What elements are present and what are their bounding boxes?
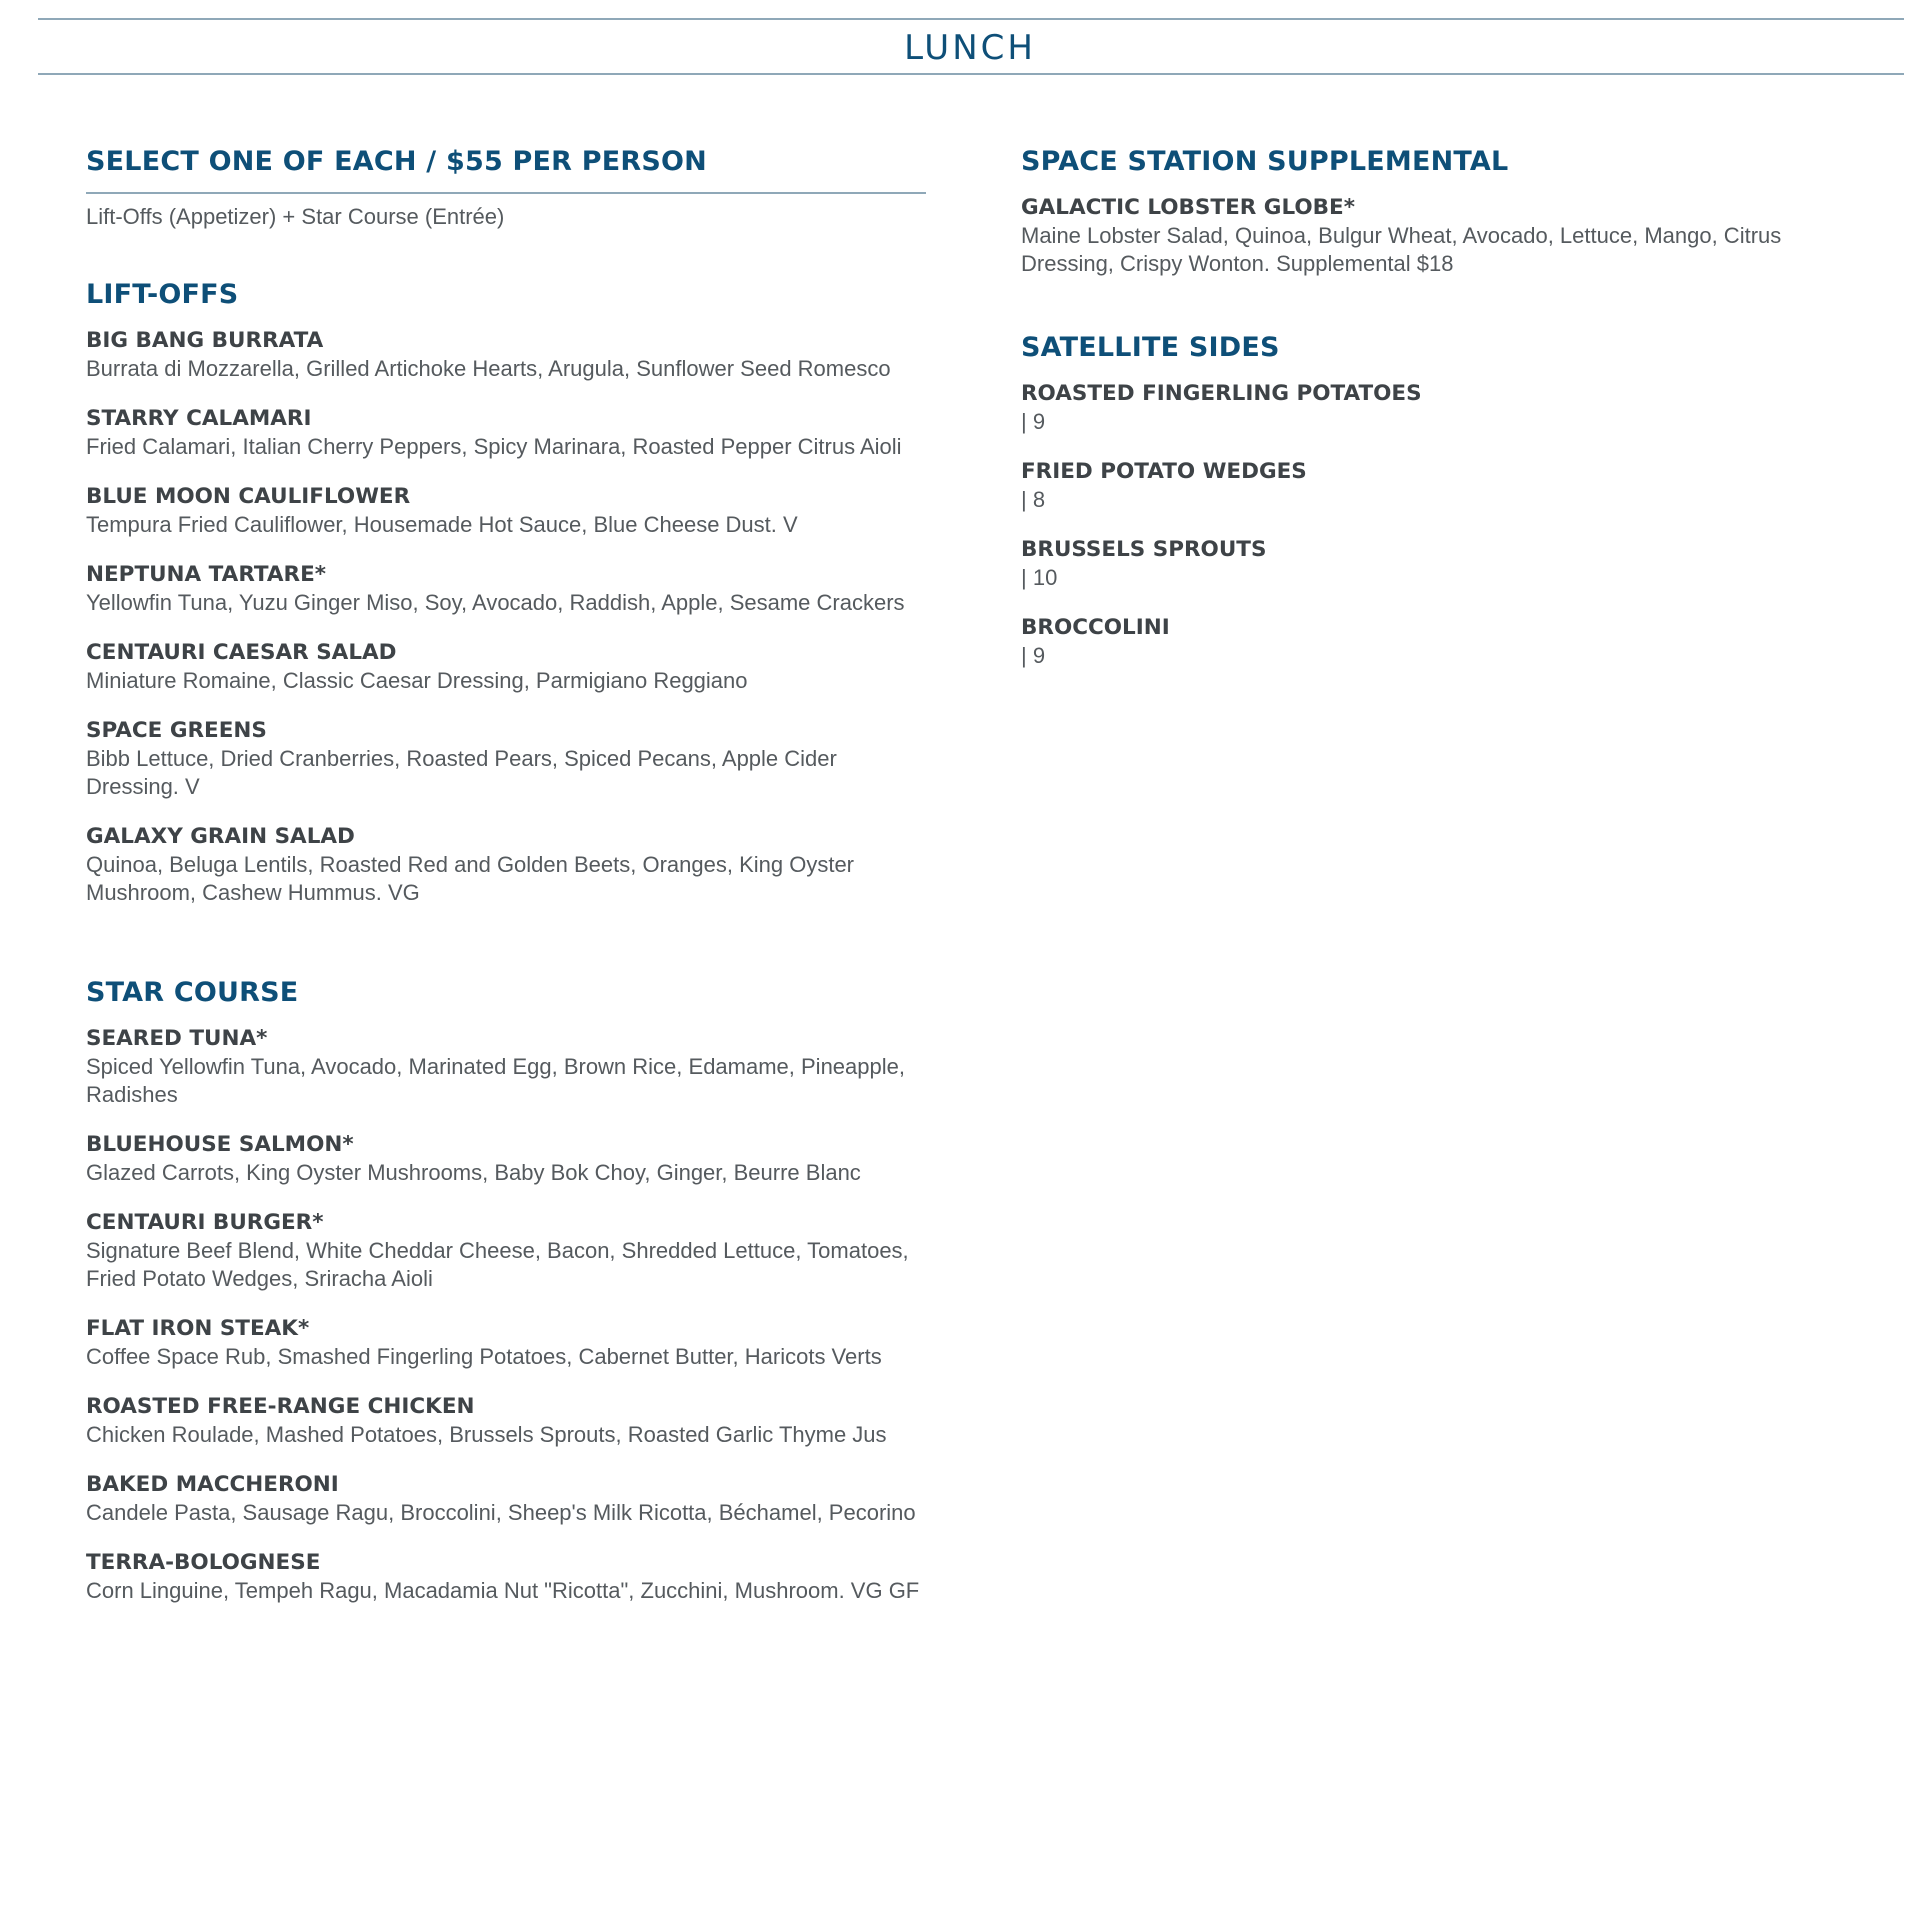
menu-item [86,405,926,461]
item-price: | 10 [1021,565,1058,590]
menu-item [86,1471,926,1527]
item-description: Burrata di Mozzarella, Grilled Artichoke Hearts, Arugula, Sunflower Seed Romesco [86,356,891,381]
top-rule-upper [38,18,1904,20]
item-description: Signature Beef Blend, White Cheddar Cheese, Bacon, Shredded Lettuce, Tomatoes, Fried Potato Wedges, Sriracha Aioli [86,1238,909,1291]
item-name: BROCCOLINI [1021,615,1170,640]
item-description: Quinoa, Beluga Lentils, Roasted Red and Golden Beets, Oranges, King Oyster Mushroom, Cashew Hummus. VG [86,852,855,905]
item-name: FLAT IRON STEAK* [86,1316,310,1341]
item-name: BIG BANG BURRATA [86,328,324,353]
left-column [86,144,926,1627]
supplemental-list [1021,194,1841,278]
right-column [1021,144,1841,692]
item-description: Corn Linguine, Tempeh Ragu, Macadamia Nut "Ricotta", Zucchini, Mushroom. VG GF [86,1578,920,1603]
item-name: SEARED TUNA* [86,1026,268,1051]
menu-item [86,327,926,383]
item-name: GALAXY GRAIN SALAD [86,824,355,849]
item-name: BAKED MACCHERONI [86,1472,339,1497]
item-name: CENTAURI BURGER* [86,1210,324,1235]
star-course-heading: STAR COURSE [86,977,299,1008]
item-name: BLUEHOUSE SALMON* [86,1132,354,1157]
item-name: BRUSSELS SPROUTS [1021,537,1267,562]
menu-item [86,1315,926,1371]
menu-item [86,1131,926,1187]
item-description: Tempura Fried Cauliflower, Housemade Hot Sauce, Blue Cheese Dust. V [86,512,798,537]
item-name: NEPTUNA TARTARE* [86,562,327,587]
item-name: CENTAURI CAESAR SALAD [86,640,397,665]
item-price: | 9 [1021,409,1046,434]
menu-item [86,1549,926,1605]
item-description: Bibb Lettuce, Dried Cranberries, Roasted Pears, Spiced Pecans, Apple Cider Dressing. V [86,746,837,799]
item-name: FRIED POTATO WEDGES [1021,459,1307,484]
star-course-list [86,1025,926,1605]
menu-item [1021,614,1841,670]
lift-offs-heading: LIFT-OFFS [86,279,239,310]
page-title: LUNCH [904,28,1036,68]
selection-subtext: Lift-Offs (Appetizer) + Star Course (Entrée) [86,204,505,229]
selection-header [86,144,926,194]
item-description: Candele Pasta, Sausage Ragu, Broccolini, Sheep's Milk Ricotta, Béchamel, Pecorino [86,1500,916,1525]
selection-heading: SELECT ONE OF EACH / $55 PER PERSON [86,146,707,177]
item-name: GALACTIC LOBSTER GLOBE* [1021,195,1355,220]
supplemental-heading: SPACE STATION SUPPLEMENTAL [1021,146,1509,177]
menu-item [86,1393,926,1449]
item-name: ROASTED FREE-RANGE CHICKEN [86,1394,475,1419]
item-name: TERRA-BOLOGNESE [86,1550,321,1575]
item-description: Yellowfin Tuna, Yuzu Ginger Miso, Soy, Avocado, Raddish, Apple, Sesame Crackers [86,590,905,615]
top-rule-lower [38,73,1904,75]
menu-item [1021,194,1841,278]
menu-item [86,1025,926,1109]
menu-item [1021,458,1841,514]
sides-list [1021,380,1841,670]
item-description: Spiced Yellowfin Tuna, Avocado, Marinated Egg, Brown Rice, Edamame, Pineapple, Radishes [86,1054,905,1107]
menu-item [86,823,926,907]
item-name: ROASTED FINGERLING POTATOES [1021,381,1422,406]
item-description: Coffee Space Rub, Smashed Fingerling Potatoes, Cabernet Butter, Haricots Verts [86,1344,882,1369]
item-description: Miniature Romaine, Classic Caesar Dressing, Parmigiano Reggiano [86,668,748,693]
menu-item [1021,536,1841,592]
item-name: BLUE MOON CAULIFLOWER [86,484,411,509]
item-name: STARRY CALAMARI [86,406,312,431]
item-description: Fried Calamari, Italian Cherry Peppers, Spicy Marinara, Roasted Pepper Citrus Aioli [86,434,902,459]
item-description: Glazed Carrots, King Oyster Mushrooms, Baby Bok Choy, Ginger, Beurre Blanc [86,1160,861,1185]
item-description: Chicken Roulade, Mashed Potatoes, Brussels Sprouts, Roasted Garlic Thyme Jus [86,1422,887,1447]
item-price: | 9 [1021,643,1046,668]
item-name: SPACE GREENS [86,718,267,743]
menu-item [86,717,926,801]
menu-item [86,483,926,539]
menu-item [1021,380,1841,436]
item-price: | 8 [1021,487,1046,512]
menu-item [86,561,926,617]
item-description: Maine Lobster Salad, Quinoa, Bulgur Wheat, Avocado, Lettuce, Mango, Citrus Dressing, Crispy Wonton. Supplemental $18 [1021,223,1782,276]
sides-heading: SATELLITE SIDES [1021,332,1280,363]
menu-item [86,1209,926,1293]
lift-offs-list [86,327,926,907]
menu-item [86,639,926,695]
